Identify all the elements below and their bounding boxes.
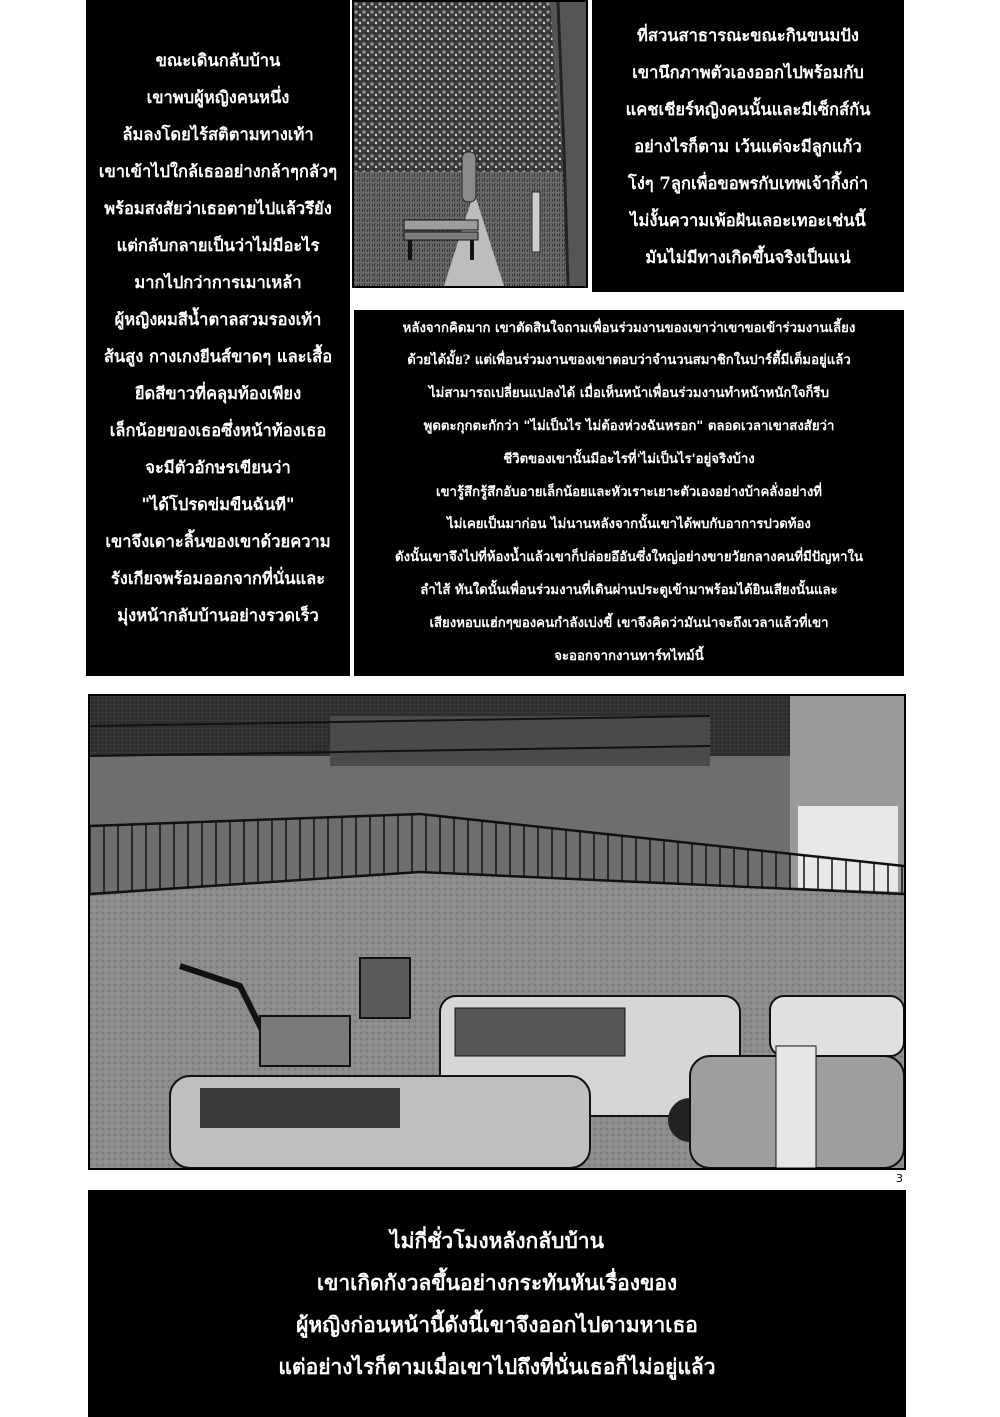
narration-line: ไม่กี่ชั่วโมงหลังกลับบ้าน [390, 1227, 604, 1253]
narration-line: อย่างไรก็ตาม เว้นแต่จะมีลูกแก้ว [634, 136, 862, 156]
narration-line: ดังนั้นเขาจึงไปที่ห้องน้ำแล้วเขาก็ปล่อยอึอันซึ่งใหญ่อย่างขายวัยกลางคนที่มีปัญหาใน [395, 550, 863, 566]
narration-line: โง่ๆ 7ลูกเพื่อขอพรกับเทพเจ้ากิ้งก่า [627, 173, 869, 193]
narration-line: เขารู้สึกรู้สึกอับอายเล็กน้อยและหัวเราะเยาะตัวเองอย่างบ้าคลั่งอย่างที่ [436, 484, 822, 500]
narration-line: พร้อมสงสัยว่าเธอตายไปแล้วรึยัง [104, 199, 332, 218]
narration-line: เขาเข้าไปใกล้เธออย่างกล้าๆกลัวๆ [98, 162, 338, 181]
narration-line: จะมีตัวอักษรเขียนว่า [145, 458, 291, 477]
narration-line: ด้วยได้มั้ย? แต่เพื่อนร่วมงานของเขาตอบว่าจำนวนสมาชิกในปาร์ตี้มีเต็มอยู่แล้ว [407, 353, 851, 369]
narration-line: เขาจึงเดาะลิ้นของเขาด้วยความ [105, 532, 331, 551]
narration-line: "ได้โปรดข่มขืนฉันที" [141, 495, 295, 514]
narration-line: ที่สวนสาธารณะขณะกินขนมปัง [637, 25, 859, 45]
narration-line: จะออกจากงานทาร์ทไทม์นี้ [554, 648, 704, 664]
narration-box-center [354, 310, 904, 676]
narration-line: ลำไส้ ทันใดนั้นเพื่อนร่วมงานที่เดินผ่านประตูเข้ามาพร้อมได้ยินเสียงนั้นและ [420, 583, 838, 598]
narration-line: มากไปกว่าการเมาเหล้า [134, 273, 302, 292]
narration-line: ผู้หญิงผมสีน้ำตาลสวมรองเท้า [114, 310, 322, 329]
narration-line: เล็กน้อยของเธอซึ่งหน้าท้องเธอ [109, 421, 327, 440]
narration-line: รังเกียจพร้อมออกจากที่นั่นและ [110, 569, 326, 588]
narration-box-bottom [88, 1190, 906, 1417]
narration-line: ยืดสีขาวที่คลุมท้องเพียง [134, 384, 302, 403]
narration-line: ไม่สามารถเปลี่ยนแปลงได้ เมื่อเห็นหน้าเพื่อนร่วมงานทำหน้าหนักใจก็รีบ [429, 386, 829, 402]
street-parking-photo [88, 694, 906, 1170]
narration-line: ผู้หญิงก่อนหน้านี้ดังนี้เขาจึงออกไปตามหาเธอ [296, 1311, 698, 1337]
park-bench-photo [352, 0, 588, 288]
narration-line: มุ่งหน้ากลับบ้านอย่างรวดเร็ว [117, 606, 319, 625]
narration-box-right [592, 0, 904, 292]
narration-line: ขณะเดินกลับบ้าน [155, 51, 281, 70]
narration-line: เขาพบผู้หญิงคนหนึ่ง [146, 88, 290, 107]
narration-line: แคชเชียร์หญิงคนนั้นและมีเซ็กส์กัน [625, 99, 871, 119]
narration-line: เสียงหอบแฮ่กๆของคนกำลังเบ่งขี้ เขาจึงคิดว่ามันน่าจะถึงเวลาแล้วที่เขา [429, 615, 829, 631]
narration-line: พูดตะกุกตะกักว่า "ไม่เป็นไร ไม่ต้องห่วงฉันหรอก" ตลอดเวลาเขาสงสัยว่า [423, 419, 835, 435]
narration-line: ส้นสูง กางเกงยีนส์ขาดๆ และเสื้อ [103, 347, 333, 366]
narration-line: ล้มลงโดยไร้สติตามทางเท้า [122, 125, 314, 144]
narration-line: ชีวิตของเขานั้นมีอะไรที่'ไม่เป็นไร'อยู่จริงบ้าง [503, 451, 755, 467]
narration-line: เขานึกภาพตัวเองออกไปพร้อมกับ [632, 62, 864, 82]
narration-line: แต่กลับกลายเป็นว่าไม่มีอะไร [116, 236, 320, 255]
narration-line: มันไม่มีทางเกิดขึ้นจริงเป็นแน่ [645, 247, 851, 267]
narration-line: ไม่งั้นความเพ้อฝันเลอะเทอะเช่นนี้ [630, 210, 866, 230]
narration-line: หลังจากคิดมาก เขาตัดสินใจถามเพื่อนร่วมงานของเขาว่าเขาขอเข้าร่วมงานเลี้ยง [402, 320, 856, 336]
narration-line: แต่อย่างไรก็ตามเมื่อเขาไปถึงที่นั่นเธอก็ไม่อยู่แล้ว [278, 1353, 716, 1379]
narration-line: เขาเกิดกังวลขึ้นอย่างกระทันหันเรื่องของ [316, 1269, 678, 1295]
page-number: 3 [896, 1172, 903, 1185]
narration-box-left [86, 0, 350, 676]
narration-line: ไม่เคยเป็นมาก่อน ไม่นานหลังจากนั้นเขาได้พบกับอาการปวดท้อง [447, 517, 811, 533]
